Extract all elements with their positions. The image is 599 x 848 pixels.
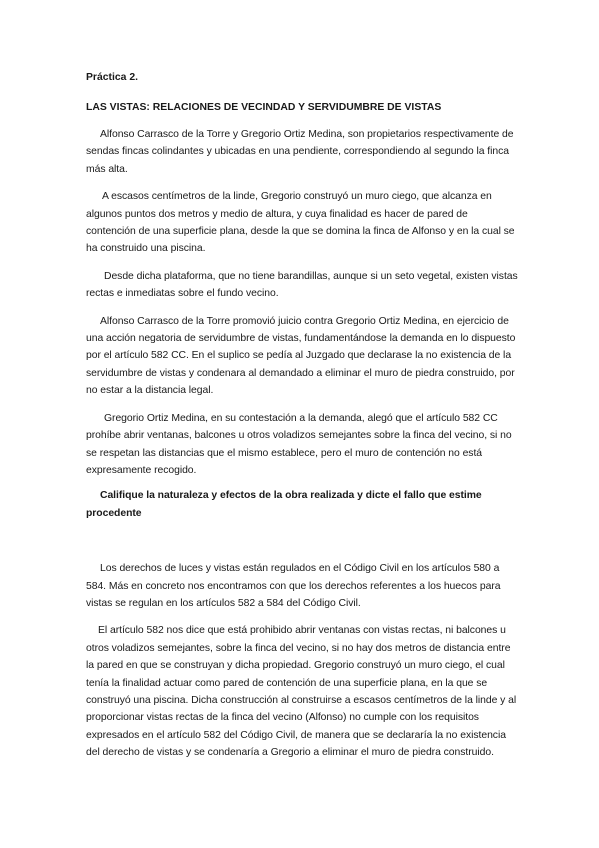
case-paragraph-5: Gregorio Ortiz Medina, en su contestación a la demanda, alegó que el artículo 582 CC prohíbe abrir ventanas, balcones u otros voladizos semejantes sobre la finca del vecino, si no se respetan las distancias que el mismo establece, pero el muro de contención no está expresamente recogido. <box>86 412 512 476</box>
section-title: LAS VISTAS: RELACIONES DE VECINDAD Y SERVIDUMBRE DE VISTAS <box>86 102 442 113</box>
answer-paragraph-2: El artículo 582 nos dice que está prohibido abrir ventanas con vistas rectas, ni balcones u otros voladizos semejantes, sobre la finca del vecino, si no hay dos metros de distancia entre la pared en que se construyan y dicha propiedad. Gregorio construyó un muro ciego, el cual tenía la finalidad actuar como pared de contención de una superficie plana, en la que se construyó una piscina. Dicha construcción al construirse a escasos centímetros de la linde y al proporcionar vistas rectas de la finca del vecino (Alfonso) no cumple con los requisitos expresados en el artículo 582 del Código Civil, de manera que se declararía la no existencia del derecho de vistas y se condenaría a Gregorio a eliminar el muro de piedra construido. <box>86 625 517 759</box>
case-paragraph-4: Alfonso Carrasco de la Torre promovió juicio contra Gregorio Ortiz Medina, en ejercicio de una acción negatoria de servidumbre de vistas, fundamentándose la demanda en lo dispuesto por el artículo 582 CC. En el suplico se pedía al Juzgado que declarase la no existencia de la servidumbre de vistas y condenara al demandado a eliminar el muro de piedra construido, por no estar a la distancia legal. <box>86 315 516 397</box>
case-paragraph-1: Alfonso Carrasco de la Torre y Gregorio Ortiz Medina, son propietarios respectivamente de sendas fincas colindantes y ubicadas en una pendiente, correspondiendo al segundo la finca más alta. <box>86 129 514 175</box>
answer-paragraph-1: Los derechos de luces y vistas están regulados en el Código Civil en los artículos 580 a 584. Más en concreto nos encontramos con que los derechos referentes a los huecos para vistas se regulan en los artículos 582 a 584 del Código Civil. <box>86 563 501 609</box>
case-paragraph-2: A escasos centímetros de la linde, Gregorio construyó un muro ciego, que alcanza en algunos puntos dos metros y medio de altura, y cuya finalidad es hacer de pared de contención de una superficie plana, desde la que se domina la finca de Alfonso y en la cual se ha construido una piscina. <box>86 191 515 255</box>
document-body <box>86 64 518 762</box>
case-paragraph-3: Desde dicha plataforma, que no tiene barandillas, aunque si un seto vegetal, existen vistas rectas e inmediatas sobre el fundo vecino. <box>86 270 518 300</box>
practice-title: Práctica 2. <box>86 72 138 83</box>
exercise-question: Califique la naturaleza y efectos de la obra realizada y dicte el fallo que estime procedente <box>86 490 482 519</box>
